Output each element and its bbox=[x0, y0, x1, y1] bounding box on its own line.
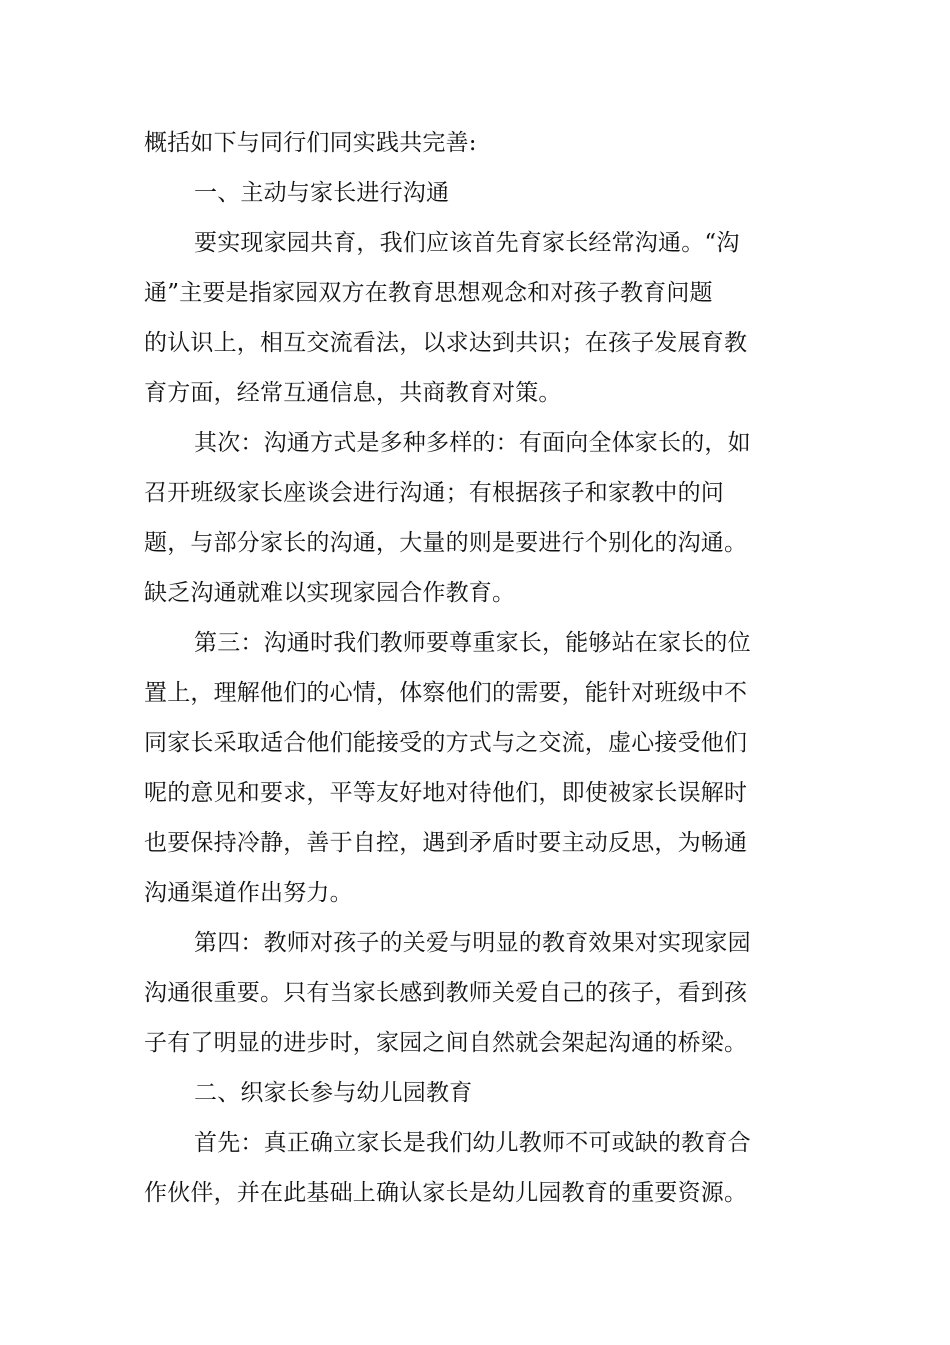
text-line: 置上，理解他们的心情，体察他们的需要，能针对班级中不 bbox=[144, 680, 748, 706]
text-line: 题，与部分家长的沟通，大量的则是要进行个别化的沟通。 bbox=[144, 530, 748, 556]
text-line: 首先：真正确立家长是我们幼儿教师不可或缺的教育合 bbox=[194, 1130, 751, 1156]
text-line: 要实现家园共育，我们应该首先育家长经常沟通。“沟 bbox=[194, 230, 740, 256]
text-line: 概括如下与同行们同实践共完善: bbox=[144, 130, 477, 156]
text-line: 沟通渠道作出努力。 bbox=[144, 880, 353, 906]
text-line: 缺乏沟通就难以实现家园合作教育。 bbox=[144, 580, 516, 606]
text-line: 同家长采取适合他们能接受的方式与之交流，虚心接受他们 bbox=[144, 730, 748, 756]
text-line: 第三：沟通时我们教师要尊重家长，能够站在家长的位 bbox=[194, 630, 751, 656]
text-line: 的认识上，相互交流看法，以求达到共识；在孩子发展育教 bbox=[144, 330, 748, 356]
section-heading: 二、织家长参与幼儿园教育 bbox=[194, 1080, 473, 1106]
text-line: 召开班级家长座谈会进行沟通；有根据孩子和家教中的问 bbox=[144, 480, 724, 506]
text-line: 第四：教师对孩子的关爱与明显的教育效果对实现家园 bbox=[194, 930, 751, 956]
text-line: 育方面，经常互通信息，共商教育对策。 bbox=[144, 380, 562, 406]
text-line: 其次：沟通方式是多种多样的：有面向全体家长的，如 bbox=[194, 430, 751, 456]
section-heading: 一、主动与家长进行沟通 bbox=[194, 180, 450, 206]
text-line: 作伙伴，并在此基础上确认家长是幼儿园教育的重要资源。 bbox=[144, 1180, 748, 1206]
text-line: 子有了明显的进步时，家园之间自然就会架起沟通的桥梁。 bbox=[144, 1030, 748, 1056]
text-line: 通”主要是指家园双方在教育思想观念和对孩子教育问题 bbox=[144, 280, 713, 306]
text-line: 沟通很重要。只有当家长感到教师关爱自己的孩子，看到孩 bbox=[144, 980, 748, 1006]
text-line: 也要保持冷静，善于自控，遇到矛盾时要主动反思，为畅通 bbox=[144, 830, 748, 856]
text-line: 呢的意见和要求，平等友好地对待他们，即使被家长误解时 bbox=[144, 780, 748, 806]
